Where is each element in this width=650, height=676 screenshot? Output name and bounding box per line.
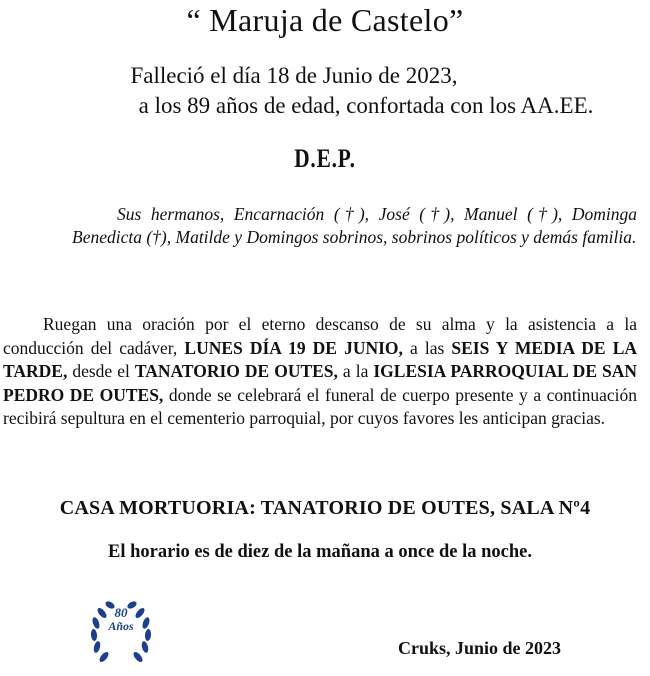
request-text: a las xyxy=(402,337,452,358)
age-line: a los 89 años de edad, confortada con los AA.EE. xyxy=(138,93,594,118)
emblem-number: 80 xyxy=(114,605,128,620)
request-text: desde el xyxy=(67,361,135,381)
funeral-time: SEIS Y MEDIA DE LA TARDE, xyxy=(3,337,638,381)
anniversary-laurel-emblem xyxy=(82,593,160,671)
family-paragraph: Sus hermanos, Encarnación (†), José (†), Manuel (†), Dominga Benedicta (†), Matilde y Domingos sobrinos, sobrinos políticos y demás familia. xyxy=(72,204,637,247)
casa-mortuoria: CASA MORTUORIA: TANATORIO DE OUTES, SALA Nº4 xyxy=(59,497,591,519)
dep-heading: D.E.P. xyxy=(294,144,356,173)
emblem-word: Años xyxy=(108,619,134,633)
church-name: IGLESIA PARROQUIAL DE SAN PEDRO DE OUTES, xyxy=(3,361,638,405)
departure-place: TANATORIO DE OUTES, xyxy=(134,361,338,381)
footer-place-date: Cruks, Junio de 2023 xyxy=(398,638,562,658)
request-text: donde se celebrará el funeral de cuerpo presente y a continuación recibirá sepultura en el cementerio parroquial, por cuyos favores les anticipan gracias. xyxy=(3,384,638,428)
request-paragraph xyxy=(3,313,637,431)
request-text: Ruegan una oración por el eterno descanso de su alma y la asistencia a la conducción del cadáver, xyxy=(3,314,637,358)
request-text: a la xyxy=(337,361,374,381)
funeral-date: LUNES DÍA 19 DE JUNIO, xyxy=(184,337,403,358)
deceased-nickname: “ Maruja de Castelo” xyxy=(186,2,464,38)
death-date-line: Falleció el día 18 de Junio de 2023, xyxy=(130,63,458,88)
visiting-hours: El horario es de diez de la mañana a once de la noche. xyxy=(108,542,532,562)
